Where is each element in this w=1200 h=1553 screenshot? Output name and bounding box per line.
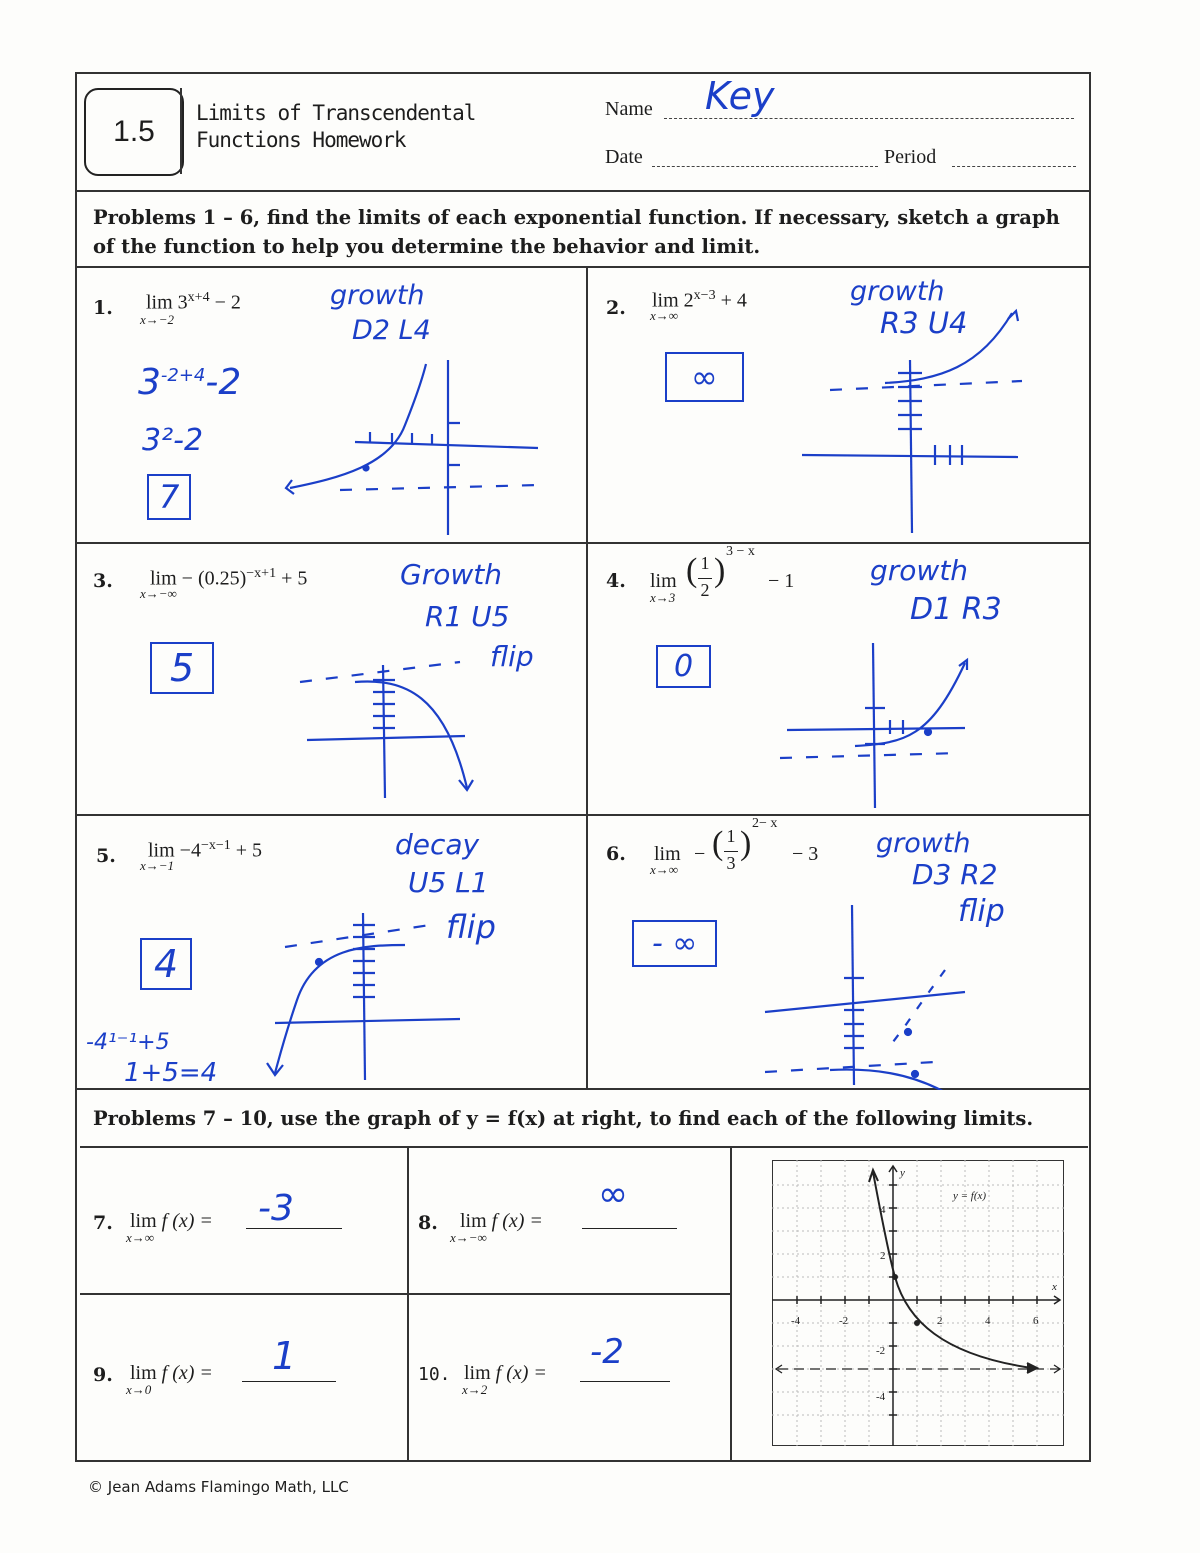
problem-7-expression: lim f (x) = <box>130 1210 213 1232</box>
exponent: x+4 <box>187 290 210 305</box>
problem-5-note: decay <box>395 828 480 861</box>
graph-function-label: y = f(x) <box>953 1190 987 1202</box>
row-divider-1 <box>75 542 1091 544</box>
problem-6-answer: - ∞ <box>632 920 717 967</box>
instructions-graph: Problems 7 – 10, use the graph of y = f(x) at right, to find each of the following limits. <box>93 1107 1034 1130</box>
problem-6-note-2: D3 R2 <box>912 858 998 891</box>
problem-2-sketch <box>790 305 1030 535</box>
period-label: Period <box>884 146 937 168</box>
problem-2-subscript: x→∞ <box>650 308 679 323</box>
problem-10-answer-line <box>580 1381 670 1382</box>
graph-y-label: y <box>900 1167 905 1179</box>
name-label: Name <box>605 98 653 120</box>
problem-6-lim: lim <box>654 843 681 865</box>
title-line-2: Functions Homework <box>196 128 406 152</box>
graph-section-divider <box>80 1146 1088 1148</box>
problem-5-note-2: U5 L1 <box>408 866 489 899</box>
problem-5-work-2: 1+5=4 <box>124 1058 218 1088</box>
problem-1-work-2: 3²-2 <box>142 423 204 458</box>
problem-4-sketch <box>775 638 1005 810</box>
x-tick-label: -4 <box>791 1315 801 1327</box>
problem-4-number: 4. <box>606 570 626 592</box>
problem-6-subscript: x→∞ <box>650 862 679 877</box>
problem-3-note-2: R1 U5 <box>425 600 510 633</box>
instructions-divider <box>75 266 1091 268</box>
title-line-1: Limits of Transcendental <box>196 101 476 125</box>
problem-10-expression: lim f (x) = <box>464 1362 547 1384</box>
problem-6-note: growth <box>876 828 971 859</box>
problem-1-sketch <box>280 350 550 540</box>
y-tick-label: -2 <box>876 1345 886 1357</box>
problem-1-answer: 7 <box>147 474 191 520</box>
problem-4-subscript: x→3 <box>650 590 676 605</box>
header-divider <box>75 190 1091 192</box>
problem-6-exponent: 2− x <box>752 816 778 831</box>
problem-5-number: 5. <box>96 845 116 867</box>
problem-4-frac-num: 1 <box>700 553 710 573</box>
problem-2-note: growth <box>850 276 945 307</box>
y-tick-label: 2 <box>880 1250 886 1262</box>
graph-x-label: x <box>1052 1281 1057 1293</box>
copyright-footer: © Jean Adams Flamingo Math, LLC <box>88 1478 349 1496</box>
problem-8-number: 8. <box>418 1212 438 1234</box>
problem-4-tail: − 1 <box>768 570 795 592</box>
problem-8-answer: ∞ <box>598 1174 628 1215</box>
problem-4-note-2: D1 R3 <box>910 592 1002 627</box>
column-divider <box>586 266 588 1088</box>
problem-10-number: 10. <box>418 1364 451 1385</box>
problem-1-number: 1. <box>93 297 113 319</box>
instructions-exponential: Problems 1 – 6, find the limits of each exponential function. If necessary, sketch a graph of the function to help you determine the behavior and limit. <box>93 206 1060 258</box>
x-tick-label: 2 <box>937 1315 943 1327</box>
badge-separator <box>180 88 182 174</box>
lim: lim <box>146 291 173 314</box>
tail: − 2 <box>209 291 241 314</box>
problem-6-paren-close: ) <box>740 825 752 862</box>
problem-5-expression: $\lim -4^{-x-1} + 5$ <box>148 838 263 862</box>
problem-2-number: 2. <box>606 297 626 319</box>
x-tick-label: 6 <box>1033 1315 1039 1327</box>
problem-6-tail: − 3 <box>792 843 819 865</box>
graph-col-divider-2 <box>730 1146 732 1462</box>
problem-1-expression <box>146 290 241 315</box>
problem-9-number: 9. <box>93 1364 113 1386</box>
problem-3-note-3: flip <box>490 640 534 673</box>
worksheet-title <box>196 100 475 154</box>
problem-4-paren-close: ) <box>714 552 726 589</box>
problem-2-answer: ∞ <box>665 352 744 402</box>
x-tick-label: 4 <box>985 1315 991 1327</box>
problem-7-answer: -3 <box>258 1188 294 1229</box>
problem-4-note: growth <box>870 554 969 587</box>
problem-9-answer-line <box>242 1381 336 1382</box>
date-label: Date <box>605 146 643 168</box>
problem-3-expression: $\lim - (0.25)^{-x+1} + 5$ <box>150 566 308 590</box>
problem-6-sketch <box>760 900 980 1090</box>
problem-2-note-2: R3 U4 <box>880 306 968 340</box>
problem-6-paren-open: ( <box>712 825 724 862</box>
problem-10-subscript: x→2 <box>462 1382 488 1397</box>
row-divider-2 <box>75 814 1091 816</box>
problem-5-subscript: x→−1 <box>140 858 175 873</box>
problem-4-answer: 0 <box>656 645 711 688</box>
x-tick-label: -2 <box>839 1315 849 1327</box>
problem-9-answer: 1 <box>272 1334 297 1378</box>
problem-7-number: 7. <box>93 1212 113 1234</box>
graph-col-divider-1 <box>407 1146 409 1462</box>
section-badge: 1.5 <box>84 88 184 176</box>
problem-8-subscript: x→−∞ <box>450 1230 487 1245</box>
problem-3-answer: 5 <box>150 642 214 694</box>
problem-3-number: 3. <box>93 570 113 592</box>
problem-5-answer: 4 <box>140 938 192 990</box>
period-line <box>952 166 1076 167</box>
problem-4-lim: lim <box>650 570 677 592</box>
problem-2-expression: $\lim 2^{x-3} + 4$ <box>652 288 747 312</box>
problem-7-subscript: x→∞ <box>126 1230 155 1245</box>
name-value: Key <box>705 74 775 118</box>
problem-8-expression: lim f (x) = <box>460 1210 543 1232</box>
problem-5-work-1: -4¹⁻¹+5 <box>86 1030 170 1055</box>
problem-6-note-3: flip <box>958 894 1005 929</box>
problem-4-frac-bar <box>698 578 712 579</box>
problem-3-subscript: x→−∞ <box>140 586 177 601</box>
problem-4-paren-open: ( <box>686 552 698 589</box>
problem-6-frac-num: 1 <box>726 826 736 846</box>
problem-3-sketch <box>295 640 495 800</box>
problem-10-answer: -2 <box>590 1332 624 1372</box>
problem-8-answer-line <box>582 1228 677 1229</box>
problem-9-expression: lim f (x) = <box>130 1362 213 1384</box>
problem-3-note: Growth <box>400 558 502 591</box>
problem-4-exponent: 3 − x <box>726 544 755 559</box>
problem-1-subscript: x→−2 <box>140 312 175 327</box>
y-tick-label: -4 <box>876 1391 886 1403</box>
graph-row-divider <box>80 1293 730 1295</box>
function-graph <box>772 1160 1064 1446</box>
base: 3 <box>177 291 188 314</box>
date-line <box>652 166 878 167</box>
problem-1-note-2: D2 L4 <box>352 315 431 346</box>
problem-9-subscript: x→0 <box>126 1382 152 1397</box>
name-line <box>664 118 1074 119</box>
problem-6-minus: − <box>694 843 706 865</box>
problem-4-frac-den: 2 <box>700 580 710 600</box>
problem-1-work-1: $3^{-2+4}-2$ <box>138 362 242 403</box>
problem-6-number: 6. <box>606 843 626 865</box>
problem-6-frac-bar <box>724 851 738 852</box>
problem-5-note-3: flip <box>446 908 496 946</box>
y-tick-label: 4 <box>880 1204 886 1216</box>
problem-1-note: growth <box>330 280 425 311</box>
problem-5-sketch <box>255 885 475 1085</box>
problem-6-frac-den: 3 <box>726 853 736 873</box>
